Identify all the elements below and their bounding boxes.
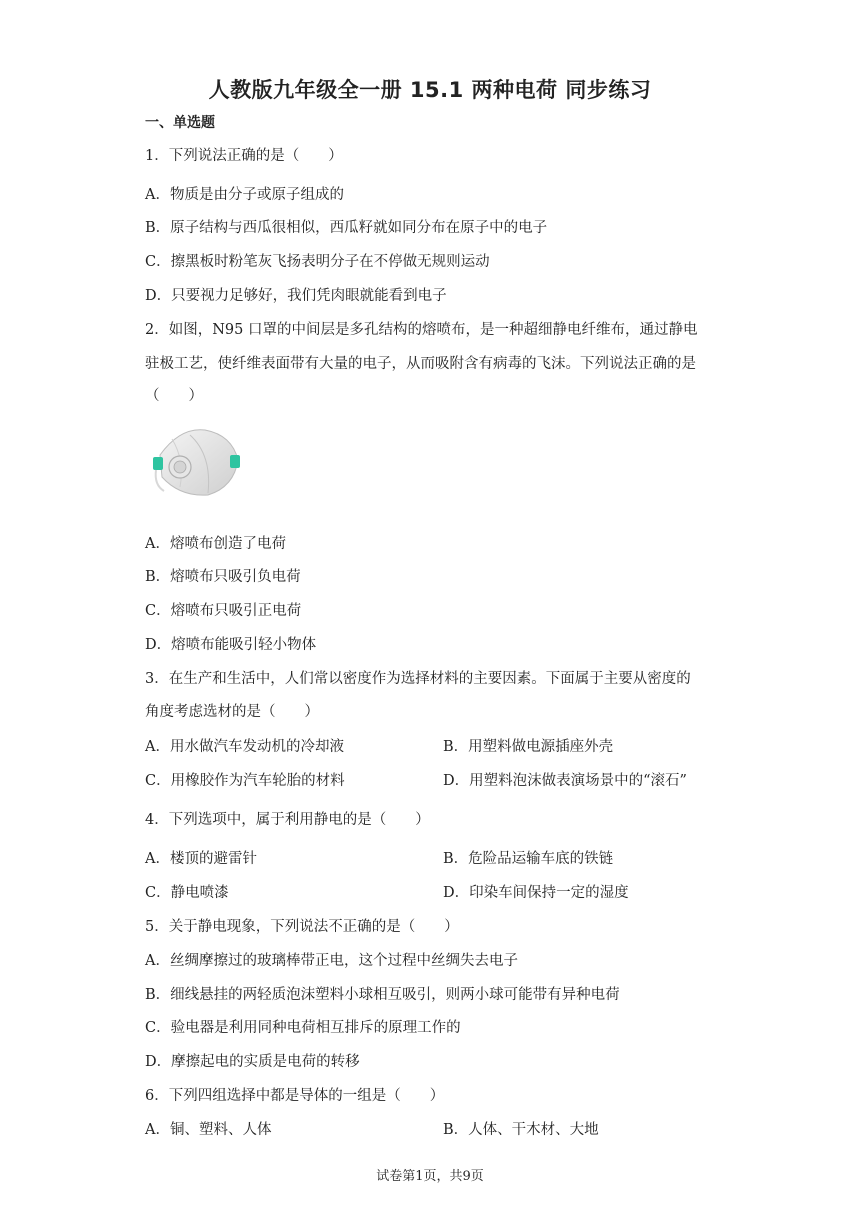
page-title: 人教版九年级全一册 15.1 两种电荷 同步练习	[208, 78, 652, 102]
question-2-option-d: D．熔喷布能吸引轻小物体	[145, 637, 317, 653]
question-3-option-b: B．用塑料做电源插座外壳	[443, 739, 614, 755]
question-1-option-c: C．擦黑板时粉笔灰飞扬表明分子在不停做无规则运动	[145, 254, 490, 270]
question-1-option-b: B．原子结构与西瓜很相似，西瓜籽就如同分布在原子中的电子	[145, 220, 548, 236]
question-2-stem-line-3: （ ）	[145, 388, 203, 404]
question-3-option-d: D．用塑料泡沫做表演场景中的“滚石”	[443, 773, 687, 789]
question-3-stem-line-2: 角度考虑选材的是（ ）	[145, 704, 319, 720]
question-5-option-c: C．验电器是利用同种电荷相互排斥的原理工作的	[145, 1020, 461, 1036]
question-2-stem-line-2: 驻极工艺，使纤维表面带有大量的电子，从而吸附含有病毒的飞沫。下列说法正确的是	[145, 356, 696, 372]
question-1-stem: 1．下列说法正确的是（ ）	[145, 148, 343, 164]
question-2-option-a: A．熔喷布创造了电荷	[145, 536, 286, 552]
page-footer: 试卷第1页，共9页	[376, 1169, 484, 1184]
question-6-option-a: A．铜、塑料、人体	[145, 1122, 272, 1138]
question-6-stem: 6．下列四组选择中都是导体的一组是（ ）	[145, 1088, 445, 1104]
question-2-stem-line-1: 2．如图，N95 口罩的中间层是多孔结构的熔喷布，是一种超细静电纤维布，通过静电	[145, 322, 698, 338]
n95-mask-image	[150, 425, 245, 500]
question-1-option-d: D．只要视力足够好，我们凭肉眼就能看到电子	[145, 288, 447, 304]
question-4-option-b: B．危险品运输车底的铁链	[443, 851, 614, 867]
question-4-option-a: A．楼顶的避雷针	[145, 851, 257, 867]
question-4-option-d: D．印染车间保持一定的湿度	[443, 885, 629, 901]
question-3-stem-line-1: 3．在生产和生活中，人们常以密度作为选择材料的主要因素。下面属于主要从密度的	[145, 671, 691, 687]
section-heading: 一、单选题	[145, 115, 215, 131]
question-5-stem: 5．关于静电现象，下列说法不正确的是（ ）	[145, 919, 459, 935]
question-4-stem: 4．下列选项中，属于利用静电的是（ ）	[145, 812, 430, 828]
question-4-option-c: C．静电喷漆	[145, 885, 229, 901]
question-3-option-c: C．用橡胶作为汽车轮胎的材料	[145, 773, 345, 789]
question-3-option-a: A．用水做汽车发动机的冷却液	[145, 739, 344, 755]
question-5-option-a: A．丝绸摩擦过的玻璃棒带正电，这个过程中丝绸失去电子	[145, 953, 518, 969]
question-6-option-b: B．人体、干木材、大地	[443, 1122, 599, 1138]
question-5-option-d: D．摩擦起电的实质是电荷的转移	[145, 1054, 360, 1070]
question-5-option-b: B．细线悬挂的两轻质泡沫塑料小球相互吸引，则两小球可能带有异种电荷	[145, 987, 620, 1003]
question-1-option-a: A．物质是由分子或原子组成的	[145, 187, 344, 203]
question-2-option-c: C．熔喷布只吸引正电荷	[145, 603, 302, 619]
question-2-option-b: B．熔喷布只吸引负电荷	[145, 569, 301, 585]
